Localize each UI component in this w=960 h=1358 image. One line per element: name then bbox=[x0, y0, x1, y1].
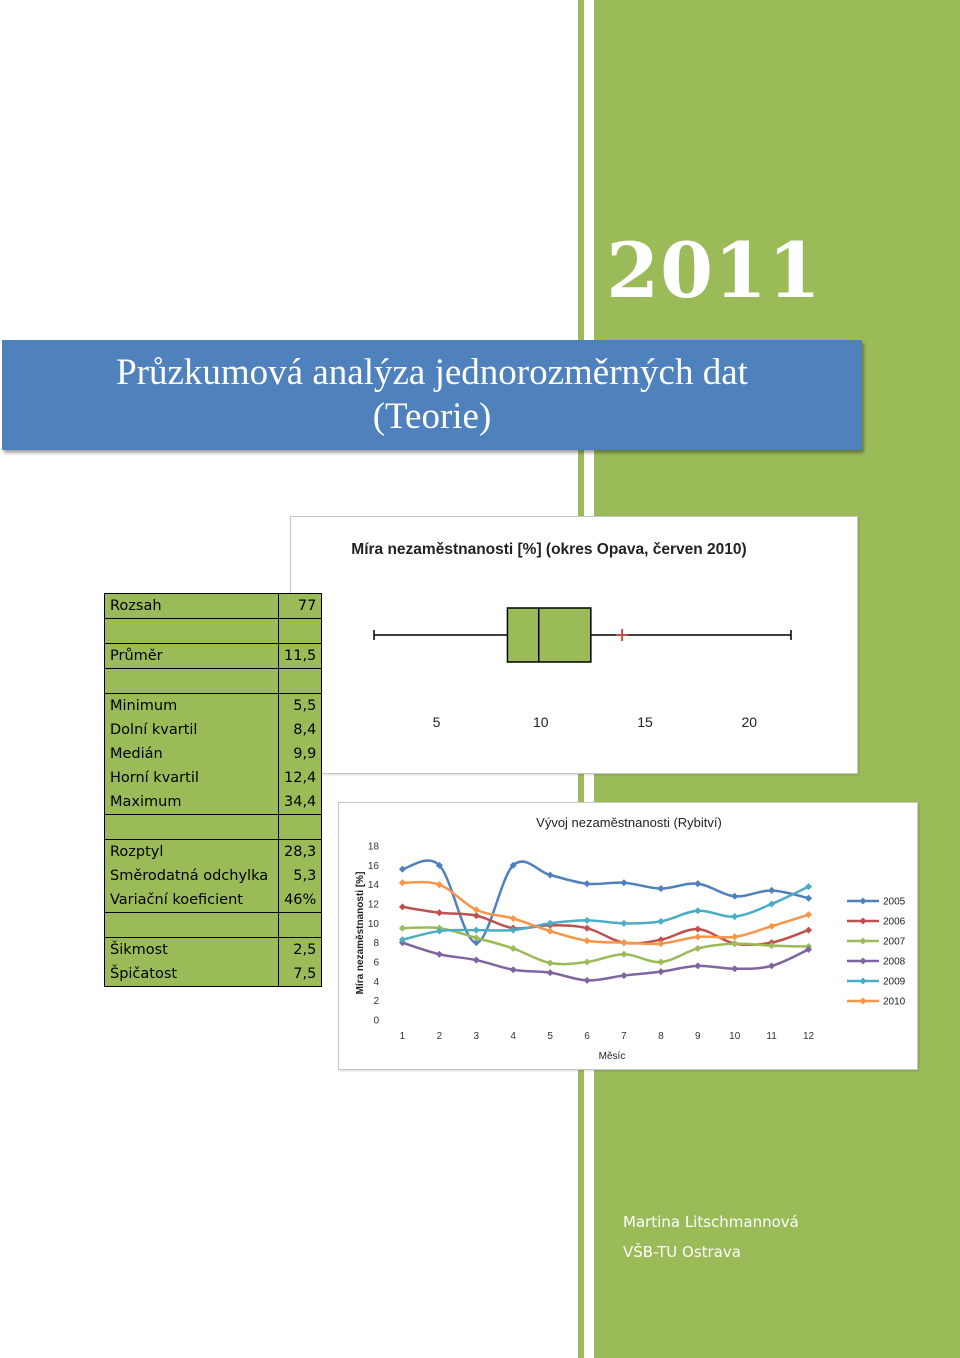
line-chart-xtick-label: 7 bbox=[621, 1031, 627, 1042]
title-banner bbox=[2, 340, 862, 450]
stats-value: 5,3 bbox=[279, 864, 322, 888]
stats-value: 5,5 bbox=[279, 694, 322, 719]
line-chart-ytick-label: 0 bbox=[373, 1015, 379, 1027]
institution-name: VŠB-TU Ostrava bbox=[623, 1243, 741, 1261]
line-point-2010 bbox=[584, 937, 591, 944]
line-point-2008 bbox=[694, 962, 701, 969]
line-point-2007 bbox=[584, 958, 591, 965]
line-point-2010 bbox=[510, 915, 517, 922]
boxplot-tick-label: 5 bbox=[432, 714, 441, 730]
stats-row bbox=[105, 913, 322, 938]
line-point-2009 bbox=[584, 917, 591, 924]
line-chart-ytick-label: 4 bbox=[373, 976, 379, 988]
line-chart-xtick-label: 10 bbox=[729, 1031, 741, 1042]
cover-year: 2011 bbox=[606, 226, 822, 315]
title-line-1: Průzkumová analýza jednorozměrných dat bbox=[116, 352, 748, 393]
boxplot-title: Míra nezaměstnanosti [%] (okres Opava, červen 2010) bbox=[351, 541, 747, 558]
boxplot-box bbox=[507, 608, 590, 662]
stats-row bbox=[105, 815, 322, 840]
line-point-2005 bbox=[547, 871, 554, 878]
line-point-2007 bbox=[547, 959, 554, 966]
stats-label bbox=[105, 669, 279, 694]
stats-row bbox=[105, 888, 322, 913]
line-point-2005 bbox=[805, 895, 812, 902]
legend-marker-2005 bbox=[859, 897, 866, 904]
stats-row bbox=[105, 864, 322, 888]
stats-label: Rozptyl bbox=[105, 840, 279, 865]
stats-label bbox=[105, 815, 279, 840]
line-point-2008 bbox=[620, 972, 627, 979]
line-point-2005 bbox=[584, 880, 591, 887]
boxplot-tick-label: 15 bbox=[637, 714, 653, 730]
line-chart-xtick-label: 3 bbox=[473, 1031, 480, 1042]
line-point-2009 bbox=[768, 900, 775, 907]
stats-label: Šikmost bbox=[105, 938, 279, 963]
line-chart-xtick-label: 12 bbox=[802, 1031, 815, 1042]
line-chart-title: Vývoj nezaměstnanosti (Rybitví) bbox=[536, 815, 722, 830]
legend-label-2006: 2006 bbox=[883, 916, 906, 928]
line-point-2010 bbox=[694, 933, 701, 940]
line-chart-xtick-label: 6 bbox=[584, 1031, 590, 1042]
stats-label bbox=[105, 913, 279, 938]
boxplot-tick-label: 20 bbox=[741, 714, 758, 730]
legend-marker-2008 bbox=[859, 957, 866, 964]
line-chart-xtick-label: 5 bbox=[547, 1031, 553, 1042]
line-point-2007 bbox=[473, 934, 480, 941]
legend-label-2008: 2008 bbox=[883, 956, 906, 968]
line-chart-xtick-label: 9 bbox=[695, 1031, 701, 1042]
line-point-2005 bbox=[399, 866, 406, 873]
line-chart-xtick-label: 8 bbox=[658, 1031, 664, 1042]
line-point-2009 bbox=[657, 918, 664, 925]
stats-label: Variační koeficient bbox=[105, 888, 279, 913]
stats-value: 7,5 bbox=[279, 962, 322, 987]
stats-label bbox=[105, 619, 279, 644]
line-point-2008 bbox=[657, 968, 664, 975]
line-point-2010 bbox=[805, 911, 812, 918]
line-point-2005 bbox=[694, 880, 701, 887]
stats-value: 34,4 bbox=[279, 790, 322, 815]
legend-marker-2006 bbox=[859, 917, 866, 924]
stats-row bbox=[105, 790, 322, 815]
stats-row bbox=[105, 644, 322, 669]
line-chart-xlabel: Měsíc bbox=[598, 1051, 626, 1062]
boxplot-svg bbox=[291, 517, 857, 773]
line-point-2005 bbox=[620, 879, 627, 886]
stats-value: 28,3 bbox=[279, 840, 322, 865]
line-point-2008 bbox=[547, 969, 554, 976]
stats-label: Směrodatná odchylka bbox=[105, 864, 279, 888]
line-point-2007 bbox=[399, 925, 406, 932]
line-chart-ytick-label: 8 bbox=[373, 938, 379, 950]
line-chart-xtick-label: 1 bbox=[399, 1031, 406, 1042]
line-chart-ytick-label: 16 bbox=[367, 860, 379, 872]
line-point-2006 bbox=[399, 903, 406, 910]
stats-row bbox=[105, 619, 322, 644]
legend-label-2005: 2005 bbox=[883, 896, 906, 908]
line-point-2006 bbox=[694, 926, 701, 933]
line-chart-ytick-label: 2 bbox=[373, 996, 379, 1008]
stats-value bbox=[279, 669, 322, 694]
line-chart bbox=[338, 802, 918, 1070]
stats-value: 2,5 bbox=[279, 938, 322, 963]
author-name: Martina Litschmannová bbox=[623, 1213, 799, 1231]
line-point-2006 bbox=[584, 925, 591, 932]
line-chart-ytick-label: 14 bbox=[367, 880, 379, 892]
boxplot-chart bbox=[290, 516, 858, 774]
line-chart-xtick-label: 2 bbox=[436, 1031, 443, 1042]
stats-label: Minimum bbox=[105, 694, 279, 719]
line-point-2006 bbox=[805, 927, 812, 934]
stats-row bbox=[105, 694, 322, 719]
line-point-2009 bbox=[473, 927, 480, 934]
stats-value: 8,4 bbox=[279, 718, 322, 742]
stats-row bbox=[105, 718, 322, 742]
line-chart-xtick-label: 4 bbox=[510, 1031, 516, 1042]
legend-label-2009: 2009 bbox=[883, 976, 906, 988]
legend-marker-2009 bbox=[859, 977, 866, 984]
line-chart-xtick-label: 11 bbox=[766, 1031, 777, 1042]
line-point-2010 bbox=[731, 933, 738, 940]
statistics-table bbox=[104, 593, 322, 987]
line-point-2009 bbox=[620, 920, 627, 927]
stats-label: Průměr bbox=[105, 644, 279, 669]
line-chart-ytick-label: 18 bbox=[367, 841, 379, 853]
line-point-2010 bbox=[547, 928, 554, 935]
stats-row bbox=[105, 840, 322, 865]
stats-label: Medián bbox=[105, 742, 279, 766]
line-point-2009 bbox=[731, 913, 738, 920]
stats-value: 12,4 bbox=[279, 766, 322, 790]
stats-row bbox=[105, 669, 322, 694]
line-point-2005 bbox=[768, 887, 775, 894]
stats-value bbox=[279, 619, 322, 644]
stats-value bbox=[279, 913, 322, 938]
stats-row bbox=[105, 962, 322, 987]
line-point-2010 bbox=[768, 923, 775, 930]
stats-row bbox=[105, 594, 322, 619]
line-point-2010 bbox=[399, 879, 406, 886]
stats-label: Špičatost bbox=[105, 962, 279, 987]
stats-row bbox=[105, 742, 322, 766]
stats-value bbox=[279, 815, 322, 840]
stats-label: Rozsah bbox=[105, 594, 279, 619]
line-series-2008 bbox=[402, 943, 808, 981]
line-point-2007 bbox=[657, 958, 664, 965]
legend-marker-2010 bbox=[859, 997, 866, 1004]
line-point-2008 bbox=[731, 965, 738, 972]
legend-label-2007: 2007 bbox=[883, 936, 906, 948]
line-chart-svg bbox=[339, 803, 917, 1069]
line-chart-ylabel: Míra nezaměstnanosti [%] bbox=[355, 871, 366, 995]
line-point-2007 bbox=[694, 945, 701, 952]
line-point-2010 bbox=[620, 939, 627, 946]
stats-value: 11,5 bbox=[279, 644, 322, 669]
stats-row bbox=[105, 938, 322, 963]
line-point-2008 bbox=[768, 962, 775, 969]
legend-label-2010: 2010 bbox=[883, 996, 906, 1008]
boxplot-tick-label: 10 bbox=[533, 714, 549, 730]
line-point-2008 bbox=[473, 957, 480, 964]
line-chart-ytick-label: 6 bbox=[373, 957, 379, 969]
line-point-2007 bbox=[731, 940, 738, 947]
line-point-2008 bbox=[584, 977, 591, 984]
stats-label: Horní kvartil bbox=[105, 766, 279, 790]
line-point-2008 bbox=[510, 966, 517, 973]
stats-row bbox=[105, 766, 322, 790]
legend-marker-2007 bbox=[859, 937, 866, 944]
stats-label: Dolní kvartil bbox=[105, 718, 279, 742]
line-point-2005 bbox=[657, 885, 664, 892]
line-point-2007 bbox=[620, 951, 627, 958]
line-point-2009 bbox=[694, 907, 701, 914]
line-point-2008 bbox=[436, 951, 443, 958]
stats-value: 9,9 bbox=[279, 742, 322, 766]
line-point-2005 bbox=[731, 893, 738, 900]
line-point-2007 bbox=[510, 945, 517, 952]
stats-label: Maximum bbox=[105, 790, 279, 815]
title-line-2: (Teorie) bbox=[372, 396, 492, 437]
stats-value: 77 bbox=[279, 594, 322, 619]
line-chart-ytick-label: 12 bbox=[367, 899, 379, 911]
line-chart-ytick-label: 10 bbox=[367, 918, 379, 930]
line-point-2006 bbox=[436, 909, 443, 916]
stats-value: 46% bbox=[279, 888, 322, 913]
